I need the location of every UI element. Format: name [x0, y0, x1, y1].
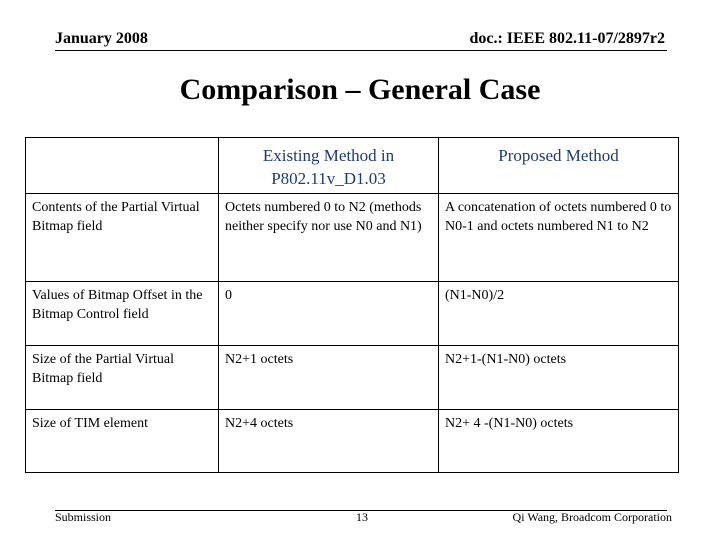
- proposed-cell: A concatenation of octets numbered 0 to N0-1 and octets numbered N1 to N2: [439, 194, 679, 282]
- proposed-cell: N2+ 4 -(N1-N0) octets: [439, 410, 679, 473]
- row-label: Values of Bitmap Offset in the Bitmap Control field: [26, 282, 219, 346]
- footer-page-number: 13: [356, 510, 368, 524]
- footer-author: Qi Wang, Broadcom Corporation: [512, 510, 672, 524]
- comparison-table: [25, 137, 679, 473]
- existing-cell: 0: [219, 282, 439, 346]
- existing-cell: N2+4 octets: [219, 410, 439, 473]
- header-date: January 2008: [55, 30, 148, 47]
- table-row: [26, 410, 679, 473]
- footer-submission: Submission: [55, 510, 112, 524]
- header-doc-id: doc.: IEEE 802.11-07/2897r2: [469, 30, 665, 47]
- row-label: Contents of the Partial Virtual Bitmap field: [26, 194, 219, 282]
- existing-cell: Octets numbered 0 to N2 (methods neither specify nor use N0 and N1): [219, 194, 439, 282]
- row-label: Size of TIM element: [26, 410, 219, 473]
- existing-cell: N2+1 octets: [219, 346, 439, 410]
- proposed-cell: (N1-N0)/2: [439, 282, 679, 346]
- table-row: [26, 194, 679, 282]
- proposed-cell: N2+1-(N1-N0) octets: [439, 346, 679, 410]
- table-row: [26, 346, 679, 410]
- table-header-row: [26, 138, 679, 194]
- row-label: Size of the Partial Virtual Bitmap field: [26, 346, 219, 410]
- slide-title: Comparison – General Case: [179, 73, 541, 106]
- header-cell-existing-method: Existing Method in P802.11v_D1.03: [219, 138, 439, 194]
- table-row: [26, 282, 679, 346]
- header-divider: [55, 50, 667, 51]
- header-cell-proposed-method: Proposed Method: [439, 138, 679, 194]
- header-cell-blank: [26, 138, 219, 194]
